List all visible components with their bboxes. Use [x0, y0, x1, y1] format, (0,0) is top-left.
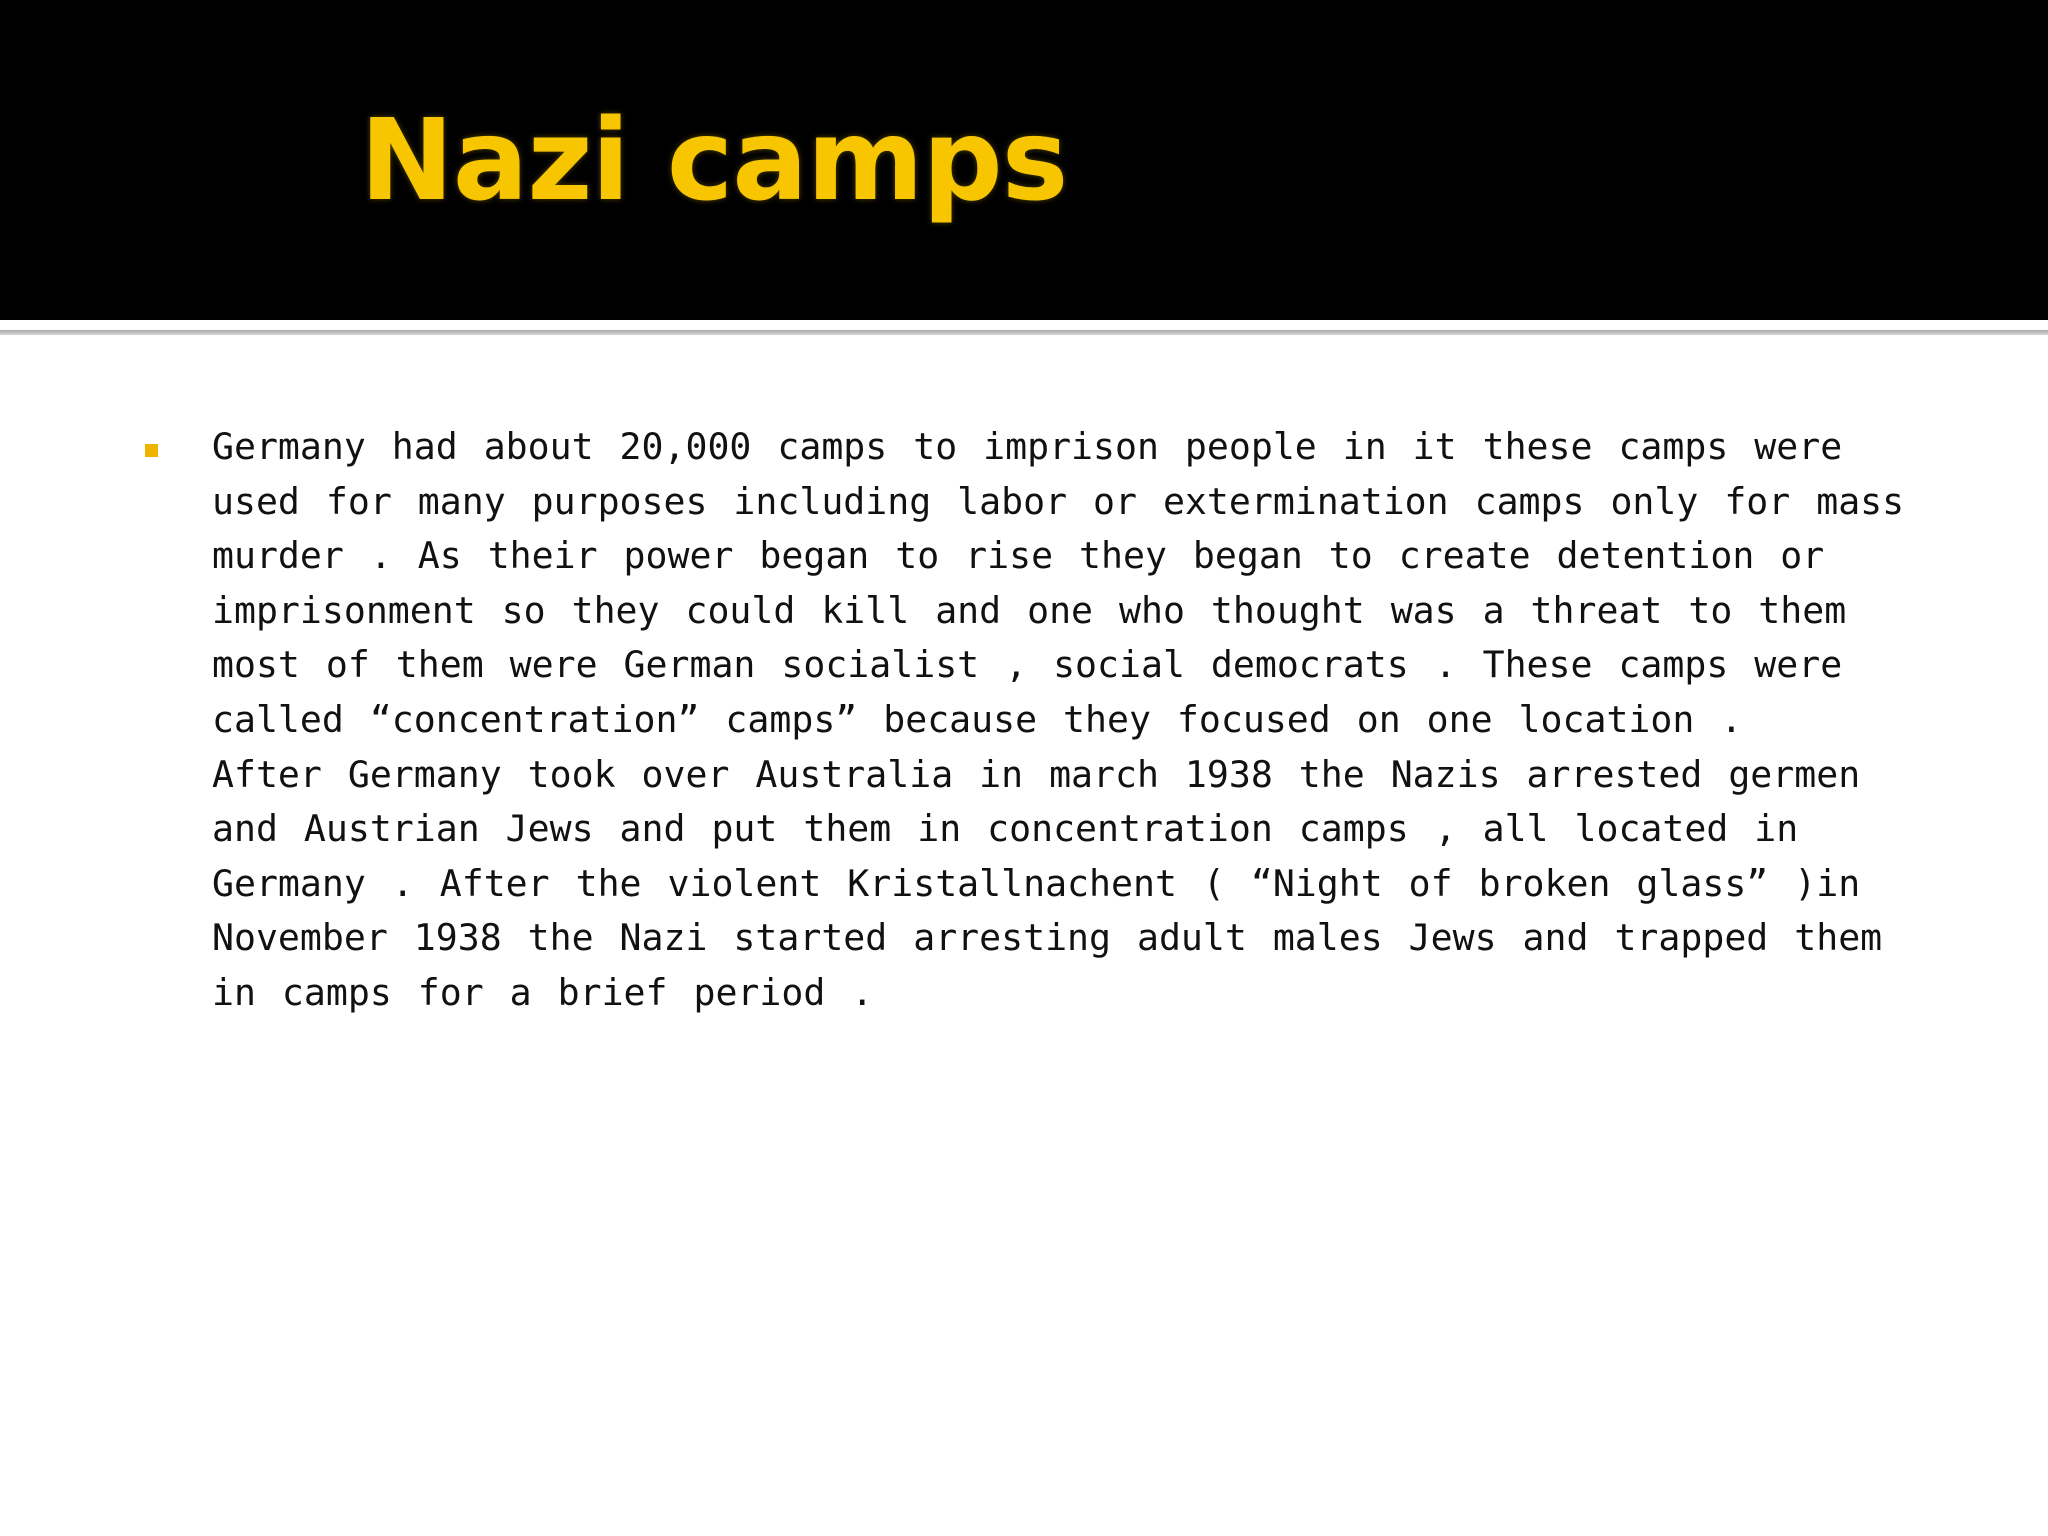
title-separator-line [0, 330, 2048, 335]
bullet-text: Germany had about 20,000 camps to imprison people in it these camps were used for many purposes including labor or extermination camps only for mass murder . As their power began to rise they began to create detention or imprisonment so they could kill and one who thought was a threat to them most of them were German socialist , social democrats . These camps were called “concentration” camps” because they focused on one location . After Germany took over Australia in march 1938 the Nazis arrested germen and Austrian Jews and put them in concentration camps , all located in Germany . After the violent Kristallnachent ( “Night of broken glass” )in November 1938 the Nazi started arresting adult males Jews and trapped them in camps for a brief period . [212, 425, 1905, 1014]
slide-title: Nazi camps [360, 96, 1068, 226]
square-bullet-icon [145, 444, 158, 457]
title-band [0, 0, 2048, 320]
title-separator-white [0, 320, 2048, 330]
